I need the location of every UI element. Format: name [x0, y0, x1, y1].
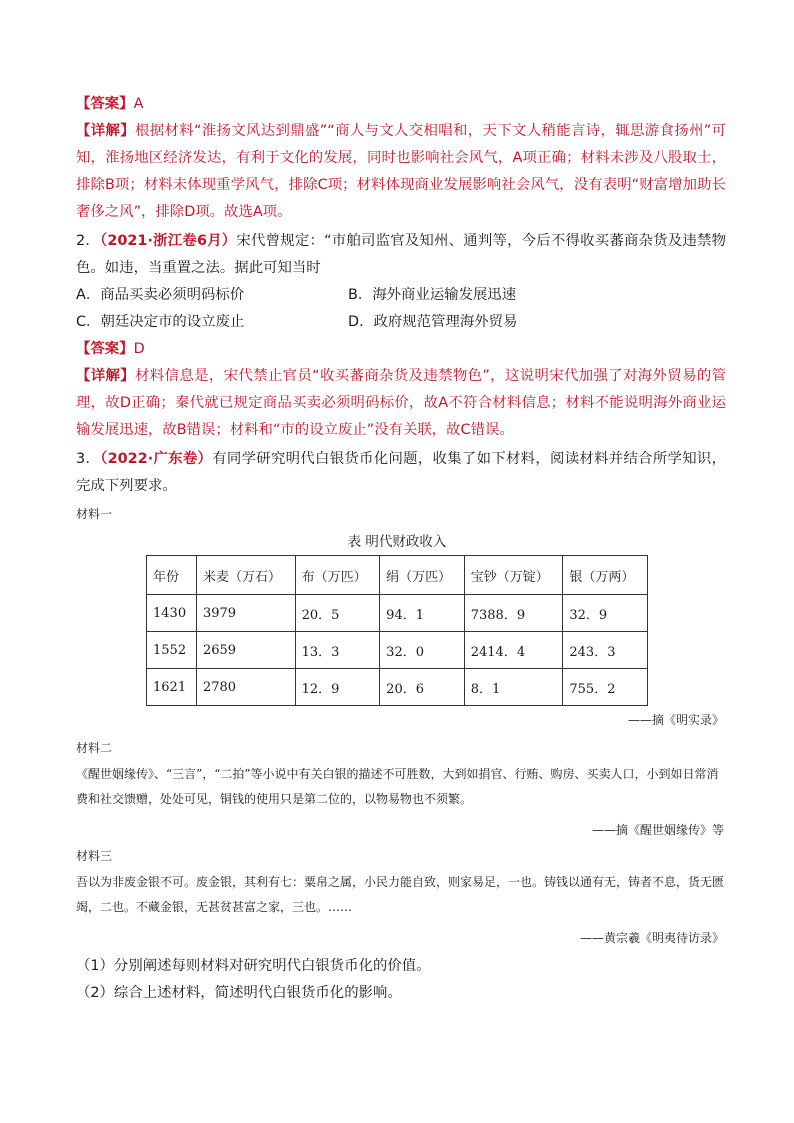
table-row [147, 669, 648, 706]
table-header-row [147, 556, 648, 595]
answer-value: D [133, 341, 145, 357]
table-cell: 3979 [196, 595, 295, 632]
option-a: A．商品买卖必须明码标价 [76, 287, 245, 303]
table-cell: 94．1 [380, 595, 465, 632]
material-2-text: 《醒世姻缘传》、“三言”，“二拍”等小说中有关白银的描述不可胜数，大到如捐官、行贿、购房、买卖人口，小到如日常消费和社交馈赠，处处可见，铜钱的使用只是第二位的，以物易物也不须繁。 [76, 767, 719, 806]
option-c: C．朝廷决定市的设立废止 [76, 314, 245, 330]
table-cell: 2659 [196, 632, 295, 669]
table-row [147, 632, 648, 669]
table-cell: 20．5 [295, 595, 380, 632]
table-cell: 755．2 [563, 669, 648, 706]
material-3-label: 材料三 [76, 849, 113, 863]
header-silver: 银（万两） [563, 556, 648, 595]
material-1-label: 材料一 [76, 507, 113, 521]
q1-answer [76, 91, 726, 118]
header-grain: 米麦（万石） [196, 556, 295, 595]
question-stem: 有同学研究明代白银货币化问题，收集了如下材料，阅读材料并结合所学知识，完成下列要求。 [76, 451, 726, 494]
q1-detail [76, 118, 726, 226]
answer-label: 【答案】 [76, 341, 134, 357]
answer-value: A [133, 96, 144, 112]
table-cell: 1430 [147, 595, 197, 632]
material-2-source: ——摘《醒世姻缘传》等 [591, 823, 724, 837]
header-year: 年份 [147, 556, 197, 595]
table-cell: 1621 [147, 669, 197, 706]
material-2-label: 材料二 [76, 741, 113, 755]
table-cell: 32．0 [380, 632, 465, 669]
detail-label: 【详解】 [76, 368, 136, 384]
requirement-2: （2）综合上述材料，简述明代白银货币化的影响。 [76, 985, 402, 1001]
detail-label: 【详解】 [76, 123, 135, 139]
detail-text: 根据材料“淮扬文风达到鼎盛”“商人与文人交相唱和，天下文人稍能言诗，辄思游食扬州”可知，淮扬地区经济发达，有利于文化的发展，同时也影响社会风气，A项正确；材料未涉及八股取士，排除B项；材料未体现重学风气，排除C项；材料体现商业发展影响社会风气，没有表明“财富增加助长奢侈之风”，排除D项。故选A项。 [76, 123, 726, 220]
requirement-1: （1）分别阐述每则材料对研究明代白银货币化的价值。 [76, 958, 431, 974]
table-row [147, 595, 648, 632]
table-cell: 2780 [196, 669, 295, 706]
finance-table [146, 555, 648, 706]
q2-answer [76, 336, 726, 363]
table-cell: 32．9 [563, 595, 648, 632]
table-cell: 13．3 [295, 632, 380, 669]
detail-text: 材料信息是，宋代禁止官员“收买蕃商杂货及违禁物色”，这说明宋代加强了对海外贸易的管理，故D正确；秦代就已规定商品买卖必须明码标价，故A不符合材料信息；材料不能说明海外商业运输发展迅速，故B错误；材料和“市的设立废止”没有关联，故C错误。 [76, 368, 726, 438]
table-cell: 1552 [147, 632, 197, 669]
q3-stem [76, 446, 726, 500]
table-cell: 12．9 [295, 669, 380, 706]
question-number: 2． [76, 233, 100, 249]
option-d: D．政府规范管理海外贸易 [348, 314, 518, 330]
material-3-source: ——黄宗羲《明夷待访录》 [579, 931, 724, 945]
table-cell: 243．3 [563, 632, 648, 669]
table-cell: 8．1 [464, 669, 563, 706]
question-stem: 宋代曾规定：“市舶司监官及知州、通判等，今后不得收买蕃商杂货及违禁物色。如违，当重置之法。据此可知当时 [76, 233, 726, 276]
question-source: （2021·浙江卷6月） [99, 233, 237, 249]
table-cell: 20．6 [380, 669, 465, 706]
question-number: 3． [76, 451, 101, 467]
table-caption: 表 明代财政收入 [347, 534, 447, 550]
header-paper-money: 宝钞（万锭） [464, 556, 563, 595]
question-source: （2022·广东卷） [100, 451, 213, 467]
table-cell: 7388．9 [464, 595, 563, 632]
option-b: B．海外商业运输发展迅速 [348, 287, 517, 303]
q2-detail [76, 363, 726, 444]
q2-stem [76, 228, 726, 282]
header-cloth: 布（万匹） [295, 556, 380, 595]
material-1-source: ——摘《明实录》 [627, 713, 724, 727]
answer-label: 【答案】 [76, 96, 134, 112]
header-silk: 绢（万匹） [380, 556, 465, 595]
material-3-text: 吾以为非废金银不可。废金银，其利有七：粟帛之属，小民力能自致，则家易足，一也。铸钱以通有无，铸者不息，货无匮竭，二也。不藏金银，无甚贫甚富之家，三也。…… [76, 875, 725, 914]
table-cell: 2414．4 [464, 632, 563, 669]
